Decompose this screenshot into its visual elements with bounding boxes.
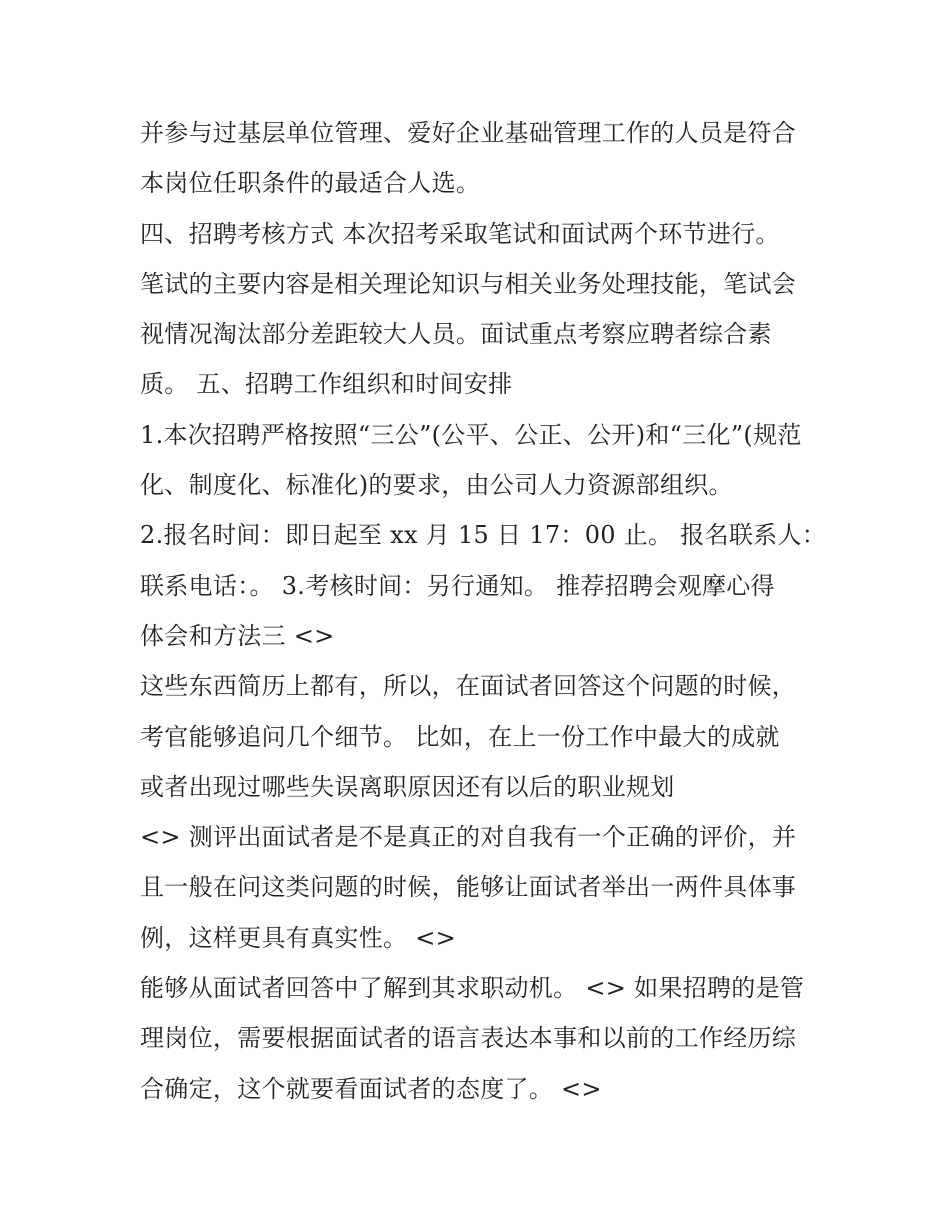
- text-line: <> 测评出面试者是不是真正的对自我有一个正确的评价，并: [140, 823, 797, 852]
- text-line: 笔试的主要内容是相关理论知识与相关业务处理技能，笔试会: [140, 269, 797, 298]
- text-line: 合确定，这个就要看面试者的态度了。 <>: [140, 1074, 602, 1103]
- text-line: 四、招聘考核方式 本次招考采取笔试和面试两个环节进行。: [140, 219, 780, 248]
- body-text: [140, 108, 830, 1114]
- text-line: 这些东西简历上都有，所以，在面试者回答这个问题的时候，: [140, 672, 797, 701]
- text-line: 且一般在问这类问题的时候，能够让面试者举出一两件具体事: [140, 873, 797, 902]
- text-line: 或者出现过哪些失误离职原因还有以后的职业规划: [140, 772, 675, 801]
- text-line: 考官能够追问几个细节。 比如，在上一份工作中最大的成就: [140, 722, 780, 751]
- text-line: 理岗位，需要根据面试者的语言表达本事和以前的工作经历综: [140, 1024, 797, 1053]
- text-line: 质。 五、招聘工作组织和时间安排: [140, 370, 513, 399]
- text-line: 能够从面试者回答中了解到其求职动机。 <> 如果招聘的是管: [140, 974, 805, 1003]
- text-line: 体会和方法三 <>: [140, 621, 335, 650]
- text-line: 化、制度化、标准化)的要求，由公司人力资源部组织。: [140, 471, 733, 500]
- text-line: 联系电话：。 3.考核时间：另行通知。 推荐招聘会观摩心得: [140, 571, 775, 600]
- text-line: 例，这样更具有真实性。 <>: [140, 923, 457, 952]
- text-line: 1.本次招聘严格按照“三公”(公平、公正、公开)和“三化”(规范: [140, 420, 802, 449]
- text-line: 2.报名时间：即日起至 xx 月 15 日 17：00 止。 报名联系人：: [140, 521, 827, 550]
- text-line: 本岗位任职条件的最适合人选。: [140, 169, 481, 198]
- text-line: 视情况淘汰部分差距较大人员。面试重点考察应聘者综合素: [140, 320, 772, 349]
- text-line: 并参与过基层单位管理、爱好企业基础管理工作的人员是符合: [140, 119, 797, 147]
